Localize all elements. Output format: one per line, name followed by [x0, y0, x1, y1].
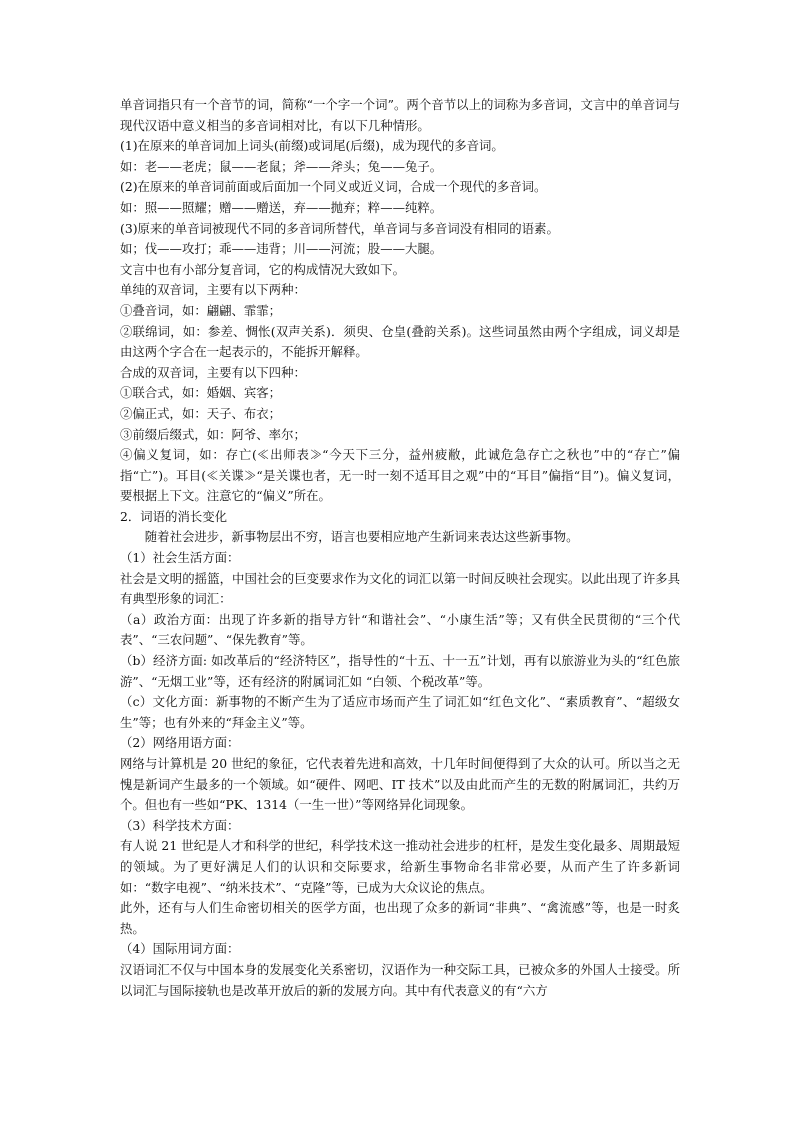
paragraph: 单音词指只有一个音节的词，简称“一个字一个词”。两个音节以上的词称为多音词，文言中的单音词与现代汉语中意义相当的多音词相对比，有以下几种情形。	[120, 97, 680, 133]
paragraph: 合成的双音词，主要有以下四种：	[120, 364, 306, 380]
subsection-heading: （1）社会生活方面：	[120, 550, 240, 566]
paragraph: (1)在原来的单音词加上词头(前缀)或词尾(后缀)，成为现代的多音词。	[120, 138, 504, 154]
subsection-heading: （3）科学技术方面：	[120, 817, 240, 833]
paragraph: 如；伐——攻打；乖——违背；川——河流；股——大腿。	[120, 241, 443, 257]
section-heading: 2．词语的消长变化	[120, 508, 228, 524]
paragraph: (3)原来的单音词被现代不同的多音词所替代，单音词与多音词没有相同的语素。	[120, 220, 559, 236]
paragraph: 如：老——老虎；鼠——老鼠；斧——斧头；兔——兔子。	[120, 158, 443, 174]
paragraph: 有人说 21 世纪是人才和科学的世纪，科学技术这一推动社会进步的杠杆，是发生变化最多、周期最短的领域。为了更好满足人们的认识和交际要求，给新生事物命名非常必要，从而产生了许多新词如：“数字电视”、“纳米技术”、“克隆”等，已成为大众议论的焦点。	[120, 838, 680, 895]
paragraph: 随着社会进步，新事物层出不穷，语言也要相应地产生新词来表达这些新事物。	[144, 529, 579, 545]
paragraph: 单纯的双音词，主要有以下两种：	[120, 282, 306, 298]
paragraph: 社会是文明的摇篮，中国社会的巨变要求作为文化的词汇以第一时间反映社会现实。以此出现了许多具有典型形象的词汇：	[120, 570, 680, 607]
paragraph: （c）文化方面：新事物的不断产生为了适应市场而产生了词汇如“红色文化”、“素质教育”、“超级女生”等；也有外来的“拜金主义”等。	[120, 694, 680, 730]
paragraph: （b）经济方面: 如改革后的“经济特区”，指导性的“十五、十一五”计划，再有以旅游业为头的“红色旅游”、“无烟工业”等，还有经济的附属词汇如 “白领、个税改革”等。	[120, 653, 680, 689]
subsection-heading: （2）网络用语方面：	[120, 735, 240, 751]
paragraph: 如：照——照耀；赠——赠送，弃——抛弃；粹——纯粹。	[120, 199, 443, 215]
paragraph: 汉语词汇不仅与中国本身的发展变化关系密切，汉语作为一种交际工具，已被众多的外国人士接受。所以词汇与国际接轨也是改革开放后的新的发展方向。其中有代表意义的有“六方	[120, 961, 680, 998]
paragraph: （a）政治方面：出现了许多新的指导方针“和谐社会”、“小康生活”等；又有供全民贯彻的“三个代表”、“三农问题”、“保先教育”等。	[120, 611, 680, 648]
paragraph: 文言中也有小部分复音词，它的构成情况大致如下。	[120, 261, 405, 277]
paragraph: ③前缀后缀式，如：阿爷、率尔；	[120, 426, 306, 442]
paragraph: ②偏正式，如：天子、布衣；	[120, 405, 282, 421]
paragraph: (2)在原来的单音词前面或后面加一个同义或近义词，合成一个现代的多音词。	[120, 179, 547, 195]
subsection-heading: （4）国际用词方面：	[120, 941, 240, 957]
paragraph: ①联合式，如：婚姻、宾客；	[120, 385, 282, 401]
paragraph: ②联绵词，如：参差、惆怅(双声关系)．须臾、仓皇(叠韵关系)。这些词虽然由两个字组成，词义却是由这两个字合在一起表示的，不能拆开解释。	[120, 323, 680, 360]
paragraph: 此外，还有与人们生命密切相关的医学方面，也出现了众多的新词“非典”、“禽流感”等，也是一时炙热。	[120, 900, 680, 936]
paragraph: 网络与计算机是 20 世纪的象征，它代表着先进和高效，十几年时间便得到了大众的认可。所以当之无愧是新词产生最多的一个领域。如“硬件、网吧、IT 技术”以及由此而产生的无数的附属词汇，共约万个。但也有一些如“PK、1314（一生一世）”等网络异化词现象。	[120, 756, 680, 813]
paragraph: ①叠音词，如：翩翩、霏霏；	[120, 302, 282, 318]
document-body	[120, 95, 680, 1001]
paragraph: ④偏义复词，如：存亡(≪出师表≫“今天下三分，益州疲敝，此诚危急存亡之秋也”中的“存亡”偏指“亡”)。耳目(≪关谍≫“是关谍也者，无一时一刻不适耳目之观”中的“耳目”偏指“目”)。偏义复词，要根据上下文。注意它的“偏义”所在。	[120, 447, 680, 504]
